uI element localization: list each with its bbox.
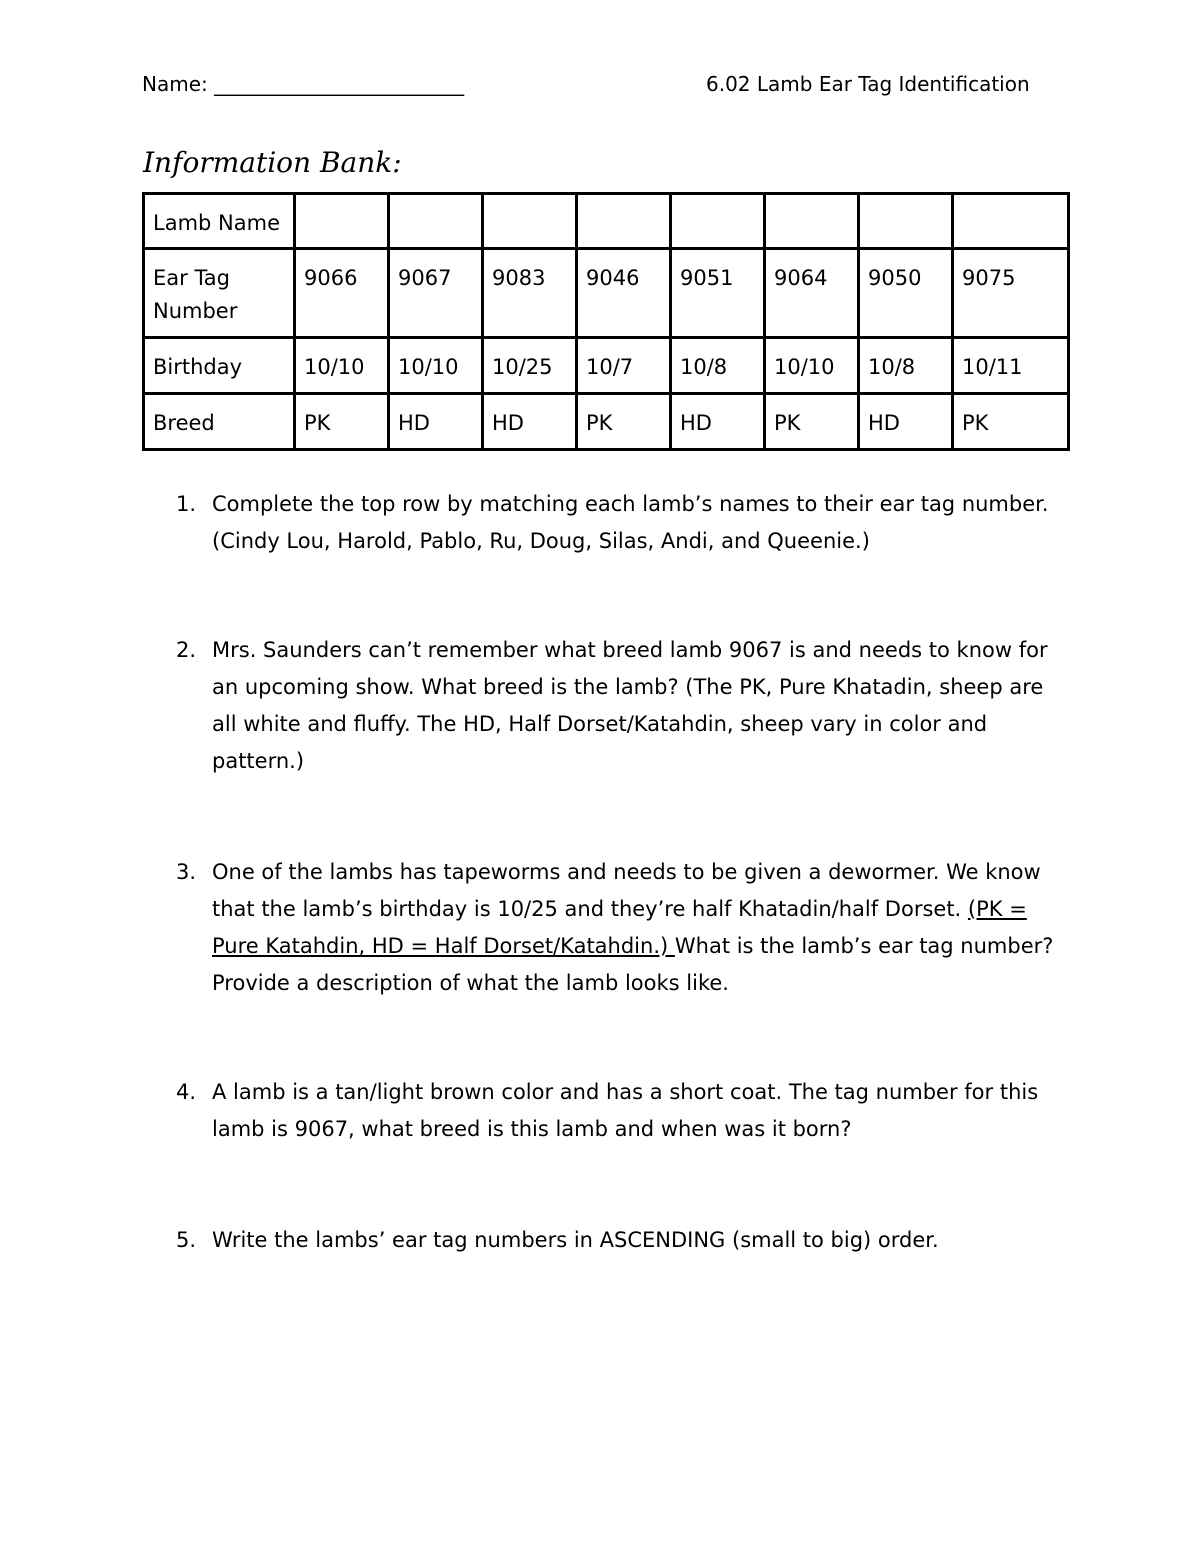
breed-cell: PK [953, 394, 1069, 450]
birthday-row [144, 338, 1069, 394]
ear-tag-row [144, 249, 1069, 338]
ear-tag-cell: 9064 [765, 249, 859, 338]
question-text: A lamb is a tan/light brown color and has a short coat. The tag number for this lamb is 9067, what breed is this lamb and when was it born? [212, 1080, 1039, 1141]
information-bank-heading: Information Bank: [143, 146, 402, 179]
breed-cell: HD [671, 394, 765, 450]
breed-row [144, 394, 1069, 450]
breed-cell: PK [295, 394, 389, 450]
question-text: Write the lambs’ ear tag numbers in ASCENDING (small to big) order. [212, 1228, 939, 1252]
question-text [212, 854, 1072, 1002]
birthday-cell: 10/7 [577, 338, 671, 394]
row-label-birthday: Birthday [144, 338, 295, 394]
ear-tag-cell: 9067 [389, 249, 483, 338]
breed-cell: PK [765, 394, 859, 450]
ear-tag-cell: 9075 [953, 249, 1069, 338]
information-bank-table [142, 192, 1070, 451]
birthday-cell: 10/10 [389, 338, 483, 394]
birthday-cell: 10/10 [765, 338, 859, 394]
lamb-name-cell[interactable] [483, 194, 577, 249]
lamb-name-row [144, 194, 1069, 249]
lamb-name-cell[interactable] [577, 194, 671, 249]
breed-cell: HD [859, 394, 953, 450]
lamb-name-cell[interactable] [671, 194, 765, 249]
row-label-ear-tag: Ear Tag Number [144, 249, 295, 338]
breed-cell: HD [483, 394, 577, 450]
question-text: Mrs. Saunders can’t remember what breed lamb 9067 is and needs to know for an upcoming show. What breed is the lamb? (The PK, Pure Khatadin, sheep are all white and fluffy. The HD, Half Dorset/Katahdin, sheep vary in color and pattern.) [212, 638, 1048, 773]
breed-cell: HD [389, 394, 483, 450]
document-title: 6.02 Lamb Ear Tag Identification [706, 72, 1030, 96]
breed-cell: PK [577, 394, 671, 450]
lamb-name-cell[interactable] [953, 194, 1069, 249]
lamb-name-cell[interactable] [859, 194, 953, 249]
row-label-breed: Breed [144, 394, 295, 450]
question-number: 3. [176, 860, 197, 884]
lamb-name-cell[interactable] [295, 194, 389, 249]
question-text-part: One of the lambs has tapeworms and needs to be given a dewormer. We know that the lamb’s birthday is 10/25 and they’re half Khatadin/half Dorset. [212, 860, 1041, 921]
lamb-name-cell[interactable] [765, 194, 859, 249]
row-label-lamb-name: Lamb Name [144, 194, 295, 249]
question-text-part: What is the lamb’s ear tag number? Provide a description of what the lamb looks like. [212, 934, 1054, 995]
lamb-name-cell[interactable] [389, 194, 483, 249]
birthday-cell: 10/11 [953, 338, 1069, 394]
birthday-cell: 10/8 [671, 338, 765, 394]
question-number: 4. [176, 1080, 197, 1104]
ear-tag-cell: 9046 [577, 249, 671, 338]
breed-key-note: (PK = Pure Katahdin, HD = Half Dorset/Katahdin.) [212, 897, 1027, 958]
ear-tag-cell: 9083 [483, 249, 577, 338]
birthday-cell: 10/8 [859, 338, 953, 394]
ear-tag-cell: 9050 [859, 249, 953, 338]
birthday-cell: 10/25 [483, 338, 577, 394]
ear-tag-cell: 9051 [671, 249, 765, 338]
question-number: 2. [176, 638, 197, 662]
question-number: 1. [176, 492, 197, 516]
name-field-label: Name: _________________________ [142, 72, 465, 96]
question-number: 5. [176, 1228, 197, 1252]
birthday-cell: 10/10 [295, 338, 389, 394]
question-text: Complete the top row by matching each lamb’s names to their ear tag number. (Cindy Lou, Harold, Pablo, Ru, Doug, Silas, Andi, and Queenie.) [212, 492, 1049, 553]
ear-tag-cell: 9066 [295, 249, 389, 338]
